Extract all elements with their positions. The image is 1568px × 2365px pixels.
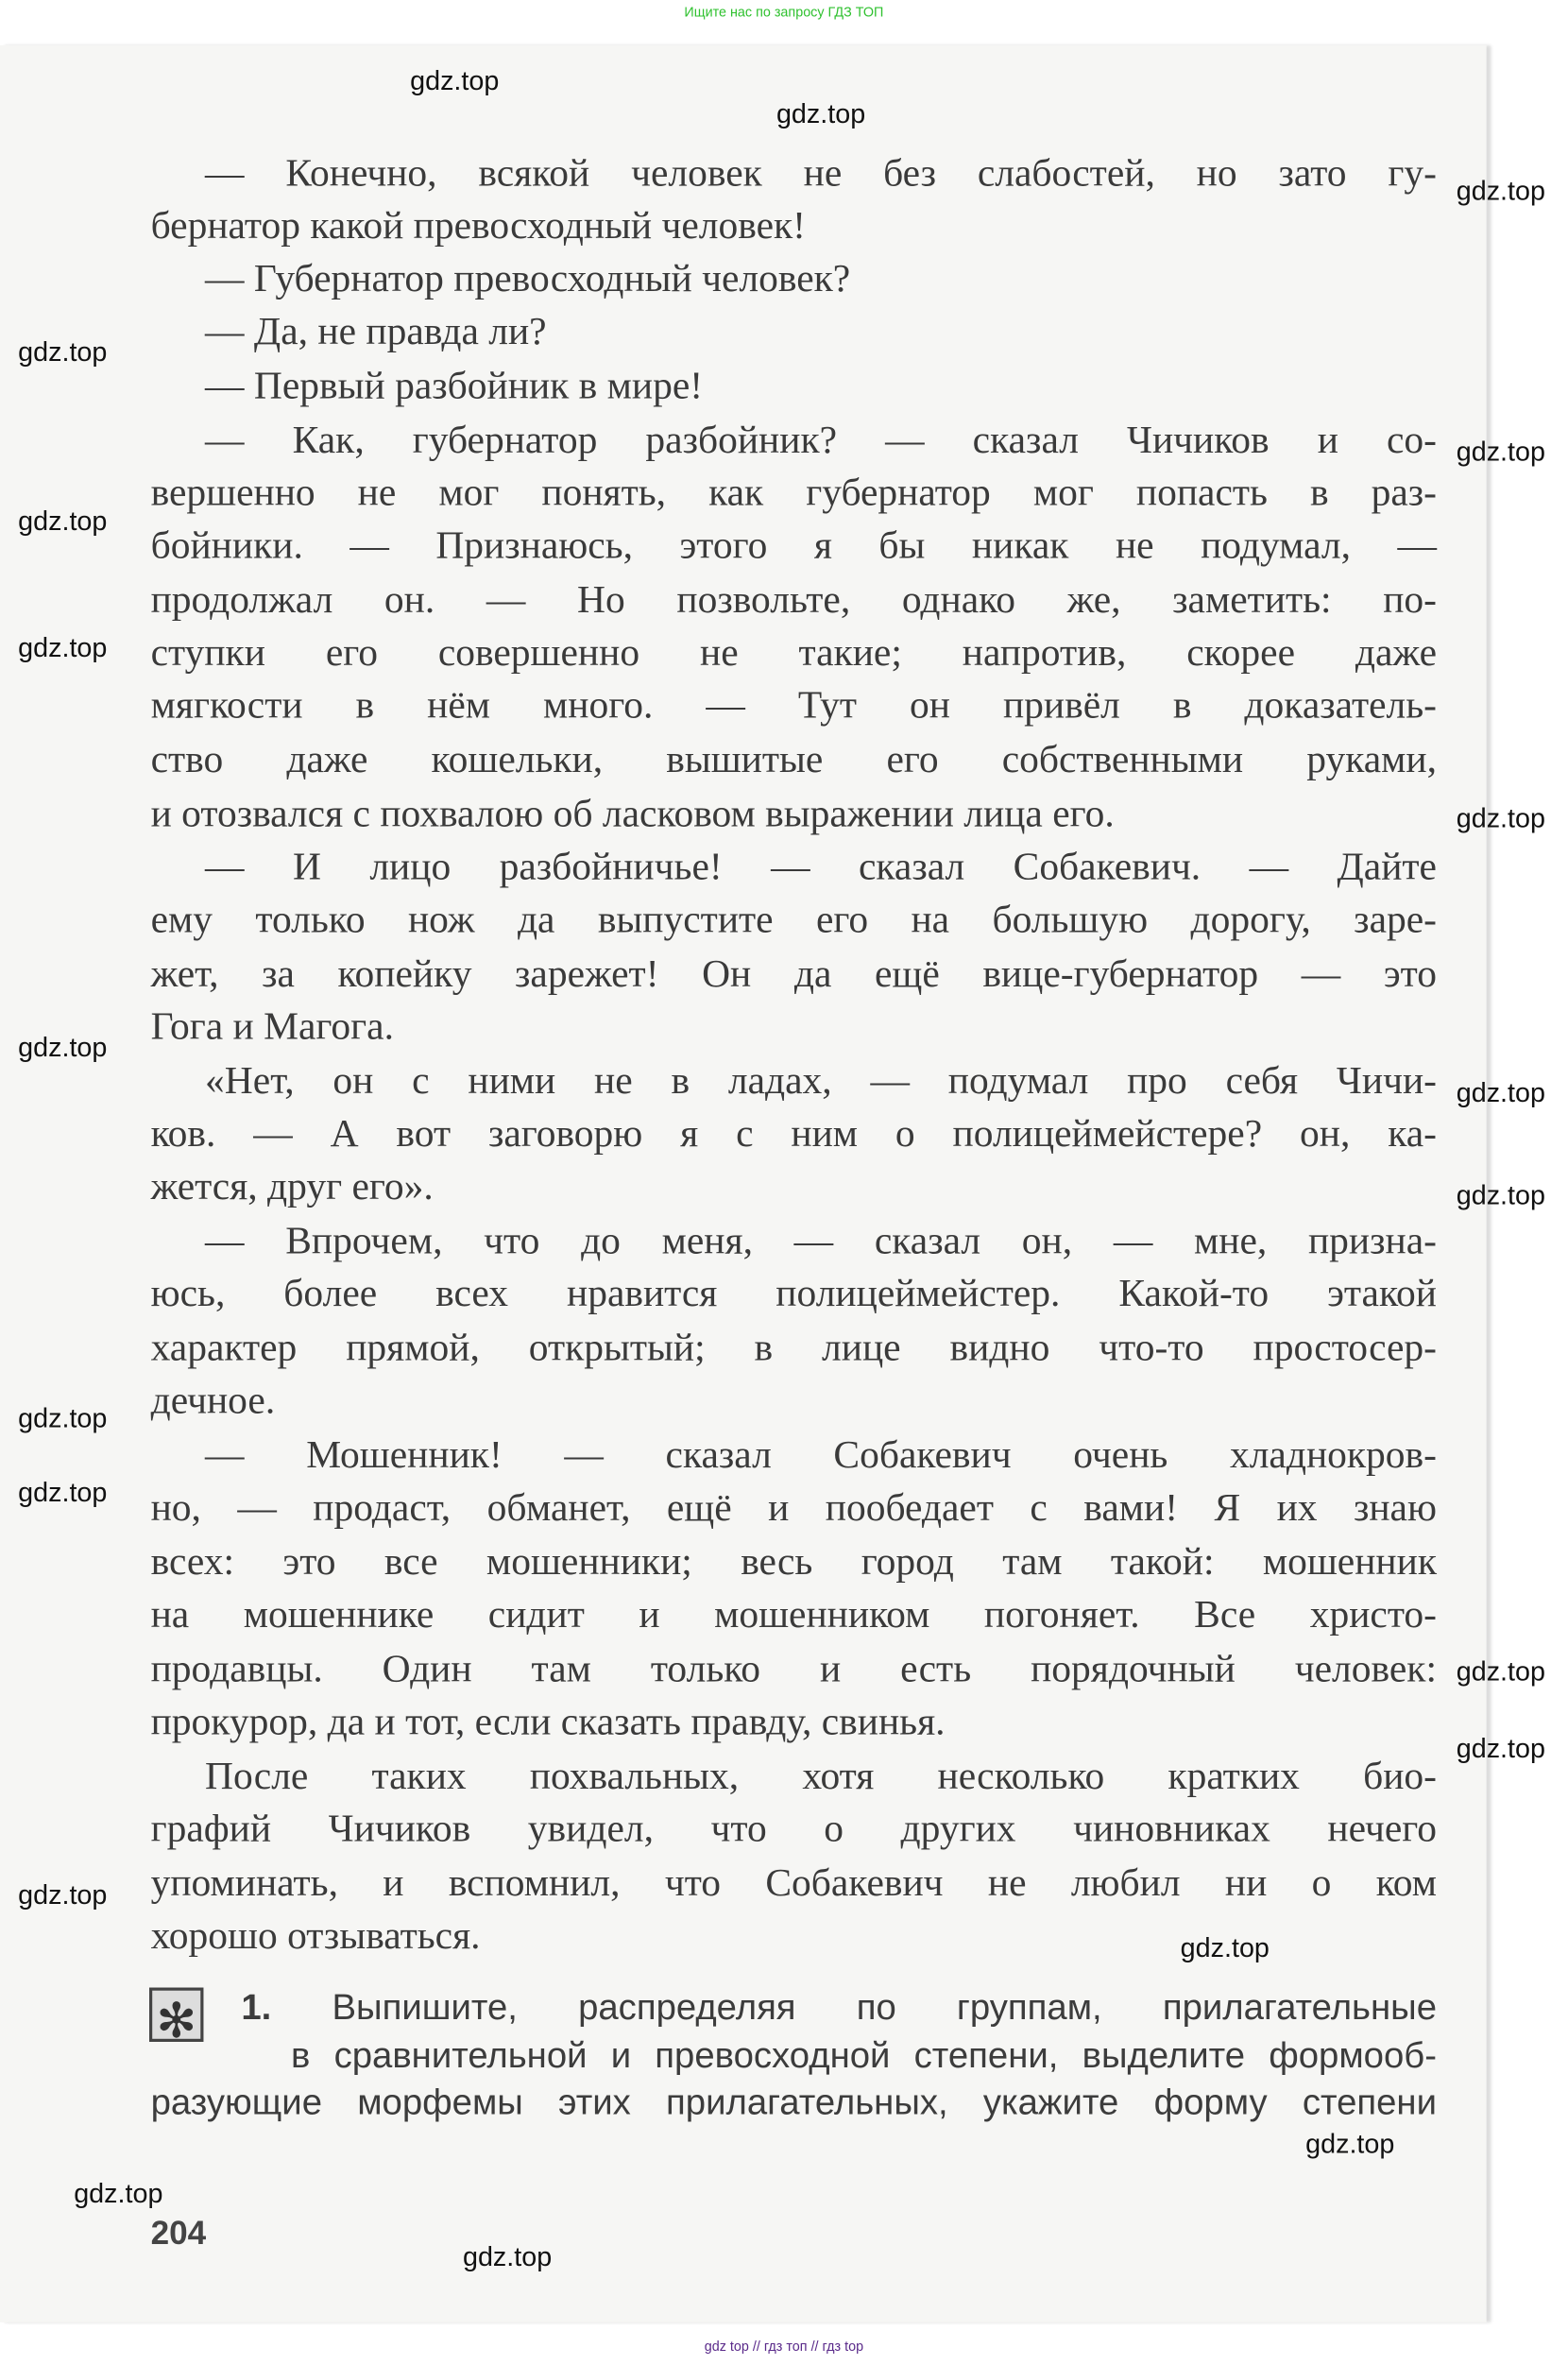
- text-line: — И лицо разбойничье! — сказал Собакевич. — Дайте: [205, 844, 1437, 889]
- text-line: характер прямой, открытый; в лице видно что-то простосер-: [150, 1325, 1437, 1370]
- text-line: После таких похвальных, хотя несколько кратких био-: [205, 1754, 1437, 1798]
- text-line: хорошо отзываться.: [150, 1913, 481, 1958]
- text-line: продолжал он. — Но позвольте, однако же, заметить: по-: [150, 577, 1437, 622]
- text-line: и отозвался с похвалою об ласковом выражении лица его.: [150, 791, 1115, 836]
- task-number: 1.: [241, 1987, 272, 2029]
- text-line: — Губернатор превосходный человек?: [205, 256, 851, 300]
- watermark-text: gdz.top: [775, 98, 866, 129]
- text-line: ство даже кошельки, вышитые его собственными руками,: [150, 737, 1437, 781]
- text-line: но, — продаст, обманет, ещё и пообедает с вами! Я их знаю: [150, 1485, 1437, 1530]
- text-line: всех: это все мошенники; весь город там такой: мошенник: [150, 1539, 1437, 1584]
- watermark-text: gdz.top: [1456, 437, 1545, 467]
- text-line: ков. — А вот заговорю я с ним о полицеймейстере? он, ка-: [150, 1111, 1437, 1156]
- text-line: ступки его совершенно не такие; напротив, скорее даже: [150, 630, 1437, 675]
- watermark-text: gdz.top: [1180, 1932, 1270, 1963]
- watermark-text: gdz.top: [18, 632, 108, 663]
- watermark-text: gdz.top: [18, 1403, 108, 1433]
- text-line: жется, друг его».: [150, 1164, 434, 1208]
- text-line: жет, за копейку зарежет! Он да ещё вице-губернатор — это: [150, 951, 1437, 996]
- watermark-text: gdz.top: [1456, 175, 1545, 206]
- text-line: вершенно не мог понять, как губернатор мог попасть в раз-: [150, 470, 1437, 515]
- watermark-text: gdz.top: [74, 2178, 163, 2209]
- text-line: продавцы. Один там только и есть порядочный человек:: [150, 1646, 1437, 1691]
- text-line: — Как, губернатор разбойник? — сказал Чичиков и со-: [205, 418, 1437, 462]
- text-line: — Мошенник! — сказал Собакевич очень хладнокров-: [205, 1432, 1437, 1477]
- watermark-text: gdz.top: [18, 1477, 108, 1508]
- text-line: ему только нож да выпустите его на большую дорогу, заре-: [150, 897, 1437, 941]
- text-line: дечное.: [150, 1378, 276, 1423]
- text-line: графий Чичиков увидел, что о других чиновниках нечего: [150, 1807, 1437, 1851]
- asterisk-task-icon: ✻: [149, 1988, 203, 2042]
- watermark-text: gdz.top: [1305, 2128, 1395, 2159]
- watermark-text: gdz.top: [18, 336, 108, 368]
- watermark-text: gdz.top: [462, 2241, 553, 2272]
- watermark-text: gdz.top: [18, 506, 108, 537]
- text-line: юсь, более всех нравится полицеймейстер. Какой-то этакой: [150, 1271, 1437, 1315]
- text-line: на мошеннике сидит и мошенником погоняет. Все христо-: [150, 1592, 1437, 1637]
- watermark-text: gdz.top: [18, 1879, 108, 1911]
- task-text: Выпишите, распределяя по группам, прилагательные: [332, 1987, 1438, 2029]
- page-number: 204: [150, 2213, 207, 2252]
- header-note: Ищите нас по запросу ГДЗ ТОП: [684, 4, 884, 20]
- text-line: Гога и Магога.: [150, 1003, 394, 1049]
- watermark-text: gdz.top: [1456, 1733, 1545, 1764]
- text-line: прокурор, да и тот, если сказать правду, свинья.: [150, 1699, 946, 1743]
- watermark-text: gdz.top: [18, 1032, 108, 1063]
- task-line: разующие морфемы этих прилагательных, укажите форму степени: [150, 2082, 1437, 2124]
- text-line: — Конечно, всякой человек не без слабостей, но зато гу-: [205, 150, 1437, 195]
- footer-note: gdz top // гдз топ // гдз top: [704, 2339, 864, 2355]
- text-line: бойники. — Признаюсь, этого я бы никак не подумал, —: [150, 523, 1437, 568]
- text-line: мягкости в нём много. — Тут он привёл в доказатель-: [150, 682, 1437, 728]
- watermark-text: gdz.top: [1456, 1179, 1545, 1210]
- watermark-text: gdz.top: [1456, 1656, 1545, 1688]
- text-line: «Нет, он с ними не в ладах, — подумал про себя Чичи-: [205, 1058, 1437, 1103]
- text-line: упоминать, и вспомнил, что Собакевич не любил ни о ком: [150, 1860, 1437, 1905]
- text-line: бернатор какой превосходный человек!: [150, 203, 807, 248]
- task-line: в сравнительной и превосходной степени, выделите формооб-: [291, 2035, 1437, 2077]
- watermark-text: gdz.top: [1456, 1077, 1545, 1108]
- watermark-text: gdz.top: [1456, 802, 1545, 833]
- text-line: — Впрочем, что до меня, — сказал он, — мне, призна-: [205, 1218, 1437, 1262]
- task-line: [241, 1986, 1437, 2031]
- text-line: — Первый разбойник в мире!: [205, 363, 704, 407]
- watermark-text: gdz.top: [410, 65, 500, 96]
- text-line: — Да, не правда ли?: [205, 309, 547, 353]
